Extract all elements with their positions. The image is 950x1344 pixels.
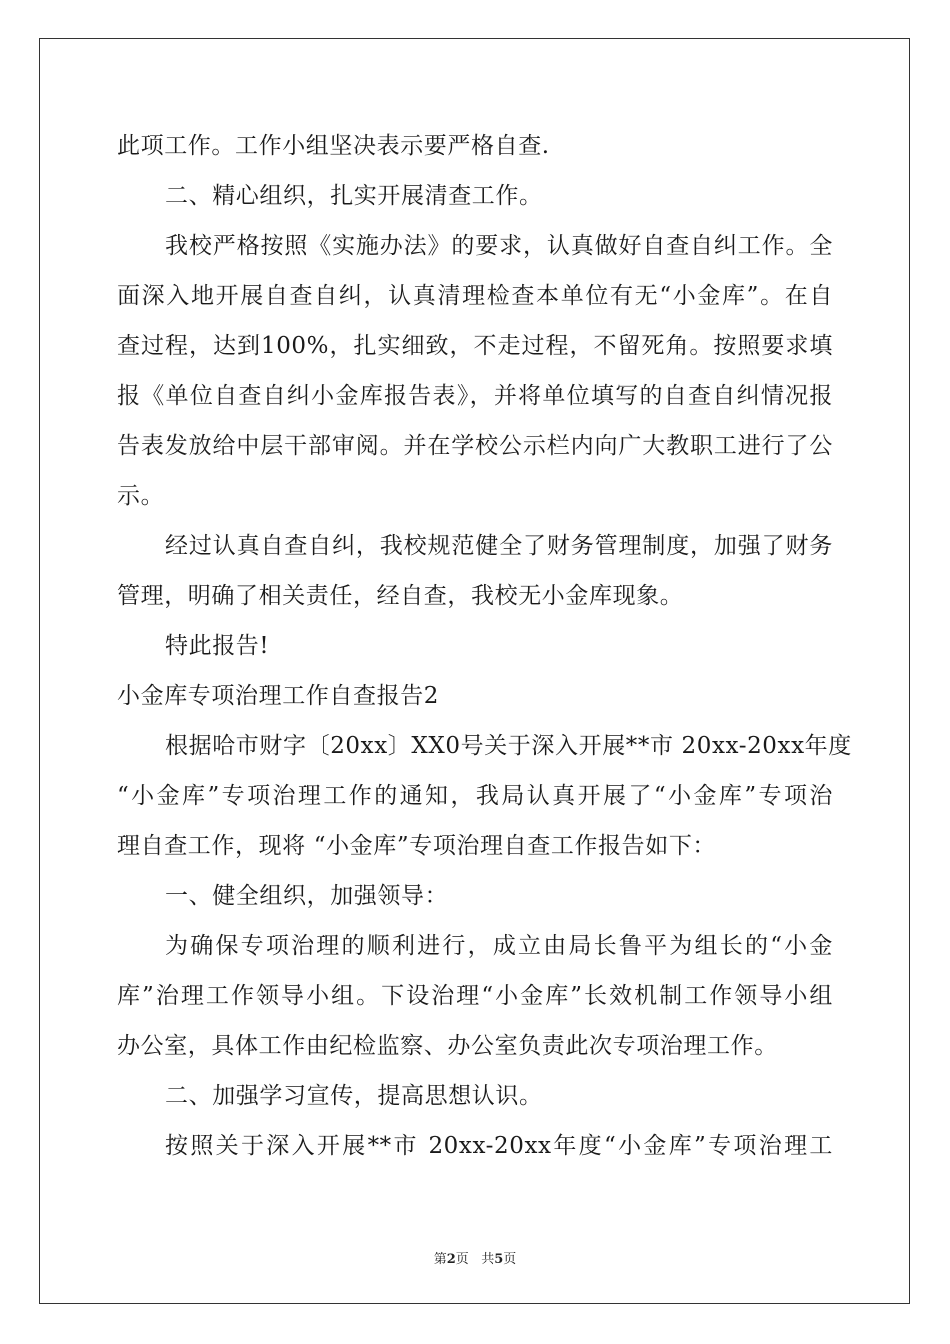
footer-page-suffix: 页 xyxy=(455,1252,469,1267)
section-heading: 一、健全组织，加强领导： xyxy=(165,883,449,909)
footer-total-prefix: 共 xyxy=(481,1252,495,1267)
paragraph-line: 为确保专项治理的顺利进行，成立由局长鲁平为组长的“小金 xyxy=(165,933,833,959)
footer-total-suffix: 页 xyxy=(503,1252,517,1267)
paragraph-line: 示。 xyxy=(117,483,165,509)
footer-prefix: 第 xyxy=(433,1252,447,1267)
paragraph-line: “小金库”专项治理工作的通知，我局认真开展了“小金库”专项治 xyxy=(117,783,833,809)
document-body xyxy=(117,128,852,1178)
paragraph-line: 理自查工作，现将 “小金库”专项治理自查工作报告如下： xyxy=(117,833,717,859)
paragraph-line: 此项工作。工作小组坚决表示要严格自查. xyxy=(117,133,550,159)
paragraph-line: 按照关于深入开展**市 20xx-20xx年度“小金库”专项治理工 xyxy=(165,1133,833,1159)
paragraph-line: 我校严格按照《实施办法》的要求，认真做好自查自纠工作。全 xyxy=(165,233,833,259)
closing-line: 特此报告! xyxy=(165,633,270,659)
section-heading: 二、加强学习宣传，提高思想认识。 xyxy=(165,1083,543,1109)
paragraph-line: 经过认真自查自纠，我校规范健全了财务管理制度，加强了财务 xyxy=(165,533,833,559)
paragraph-line: 根据哈市财字〔20xx〕XX0号关于深入开展**市 20xx-20xx年度 xyxy=(165,733,852,759)
paragraph-line: 面深入地开展自查自纠，认真清理检查本单位有无“小金库”。在自 xyxy=(117,283,833,309)
paragraph-line: 报《单位自查自纠小金库报告表》，并将单位填写的自查自纠情况报 xyxy=(117,383,833,409)
page-footer xyxy=(0,1248,950,1267)
paragraph-line: 库”治理工作领导小组。下设治理“小金库”长效机制工作领导小组 xyxy=(117,983,833,1009)
document-title: 小金库专项治理工作自查报告2 xyxy=(117,683,440,709)
paragraph-line: 办公室，具体工作由纪检监察、办公室负责此次专项治理工作。 xyxy=(117,1033,778,1059)
paragraph-line: 告表发放给中层干部审阅。并在学校公示栏内向广大教职工进行了公 xyxy=(117,433,833,459)
current-page-number: 2 xyxy=(446,1252,456,1267)
paragraph-line: 管理，明确了相关责任，经自查，我校无小金库现象。 xyxy=(117,583,684,609)
section-heading: 二、精心组织，扎实开展清查工作。 xyxy=(165,183,543,209)
paragraph-line: 查过程，达到100%，扎实细致，不走过程，不留死角。按照要求填 xyxy=(117,333,833,359)
total-page-number: 5 xyxy=(494,1252,504,1267)
